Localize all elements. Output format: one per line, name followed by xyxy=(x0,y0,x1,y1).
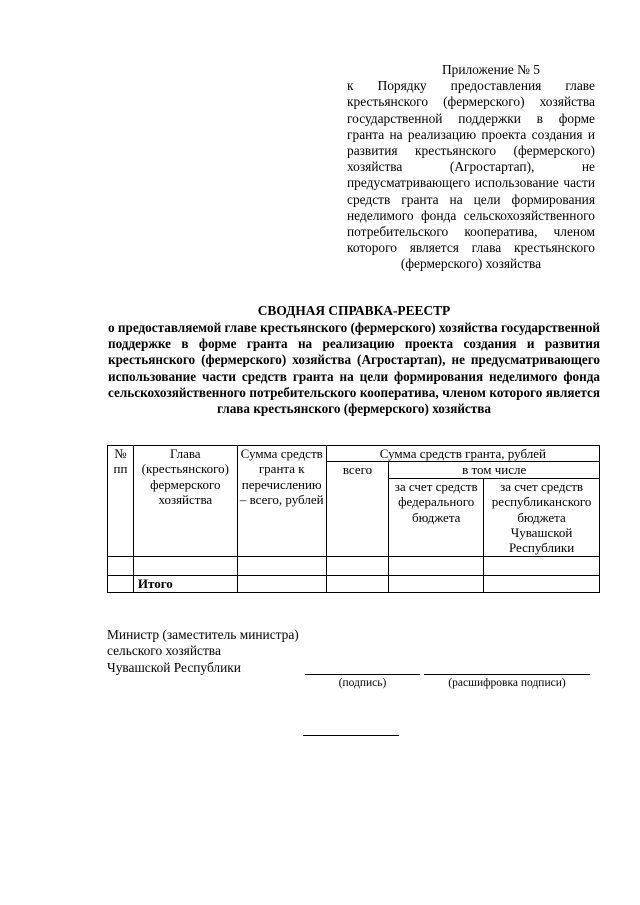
header-farm-head: Глава (крестьянского) фермерского хозяйства xyxy=(133,446,237,557)
header-federal: за счет средств федерального бюджета xyxy=(389,478,484,556)
appendix-text: к Порядку предоставления главе крестьянского (фермерского) хозяйства государственной поддержки в форме гранта на реализацию проекта создания и развития крестьянского (фермерского) хозяйства (Агростартап), не предусматривающего использование части средств гранта на цели формирования неделимого фонда сельскохозяйственного потребительского кооператива, членом которого является глава крестьянского (фермерского) хозяйства xyxy=(347,78,595,272)
header-grant-sum: Сумма средств гранта к перечислению – всего, рублей xyxy=(237,446,326,557)
table-row xyxy=(108,556,600,575)
header-republic: за счет средств республиканского бюджета Чувашской Республики xyxy=(484,478,600,556)
header-num: № пп xyxy=(108,446,134,557)
signer-line-1: Министр (заместитель министра) xyxy=(107,627,299,642)
header-including: в том числе xyxy=(389,462,600,478)
appendix-number: Приложение № 5 xyxy=(441,62,541,77)
total-label: Итого xyxy=(133,575,237,592)
appendix-block xyxy=(347,62,595,273)
table-cell xyxy=(326,575,389,592)
footer-divider xyxy=(303,735,399,736)
header-total: всего xyxy=(326,462,389,556)
table-cell xyxy=(326,556,389,575)
signature-line xyxy=(305,674,420,675)
signer-block xyxy=(107,627,299,676)
table-cell xyxy=(237,556,326,575)
document-subtitle: о предоставляемой главе крестьянского (фермерского) хозяйства государственной поддержке в форме гранта на реализацию проекта создания и развития крестьянского (фермерского) хозяйства (Агростартап), не предусматривающего использование части средств гранта на цели формирования неделимого фонда сельскохозяйственного потребительского кооператива, членом которого является глава крестьянского (фермерского) хозяйства xyxy=(108,320,601,417)
document-title: СВОДНАЯ СПРАВКА-РЕЕСТР xyxy=(257,303,451,318)
table-cell xyxy=(389,575,484,592)
table-cell xyxy=(484,575,600,592)
table-cell xyxy=(108,556,134,575)
table-cell xyxy=(389,556,484,575)
table-row-total xyxy=(108,575,600,592)
signature-label: (подпись) xyxy=(338,677,387,689)
table-cell xyxy=(484,556,600,575)
table-cell xyxy=(108,575,134,592)
table-cell xyxy=(237,575,326,592)
signer-line-3: Чувашской Республики xyxy=(107,659,241,675)
header-grant-funds: Сумма средств гранта, рублей xyxy=(326,446,599,462)
registry-table xyxy=(107,445,600,593)
decode-label: (расшифровка подписи) xyxy=(448,677,566,689)
table-cell xyxy=(133,556,237,575)
signer-line-2: сельского хозяйства xyxy=(107,643,221,659)
decode-line xyxy=(424,674,590,675)
